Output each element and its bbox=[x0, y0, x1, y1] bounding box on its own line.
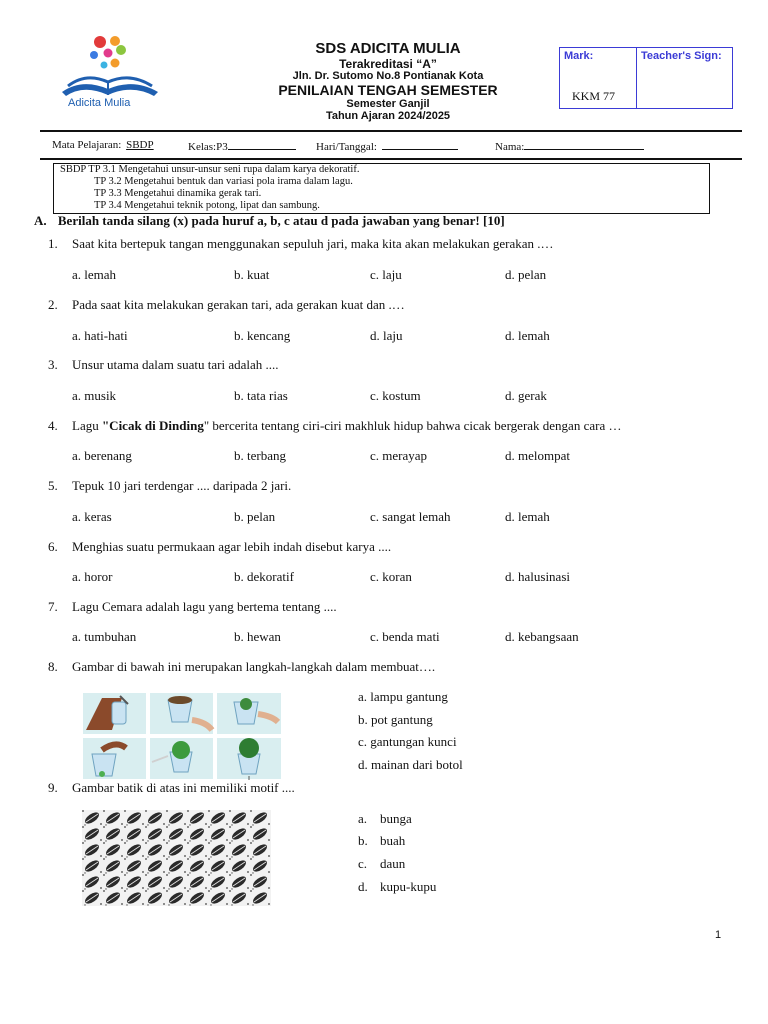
class-value: P3 bbox=[216, 141, 228, 153]
option-d[interactable]: kupu-kupu bbox=[380, 879, 437, 894]
option-d[interactable]: d. lemah bbox=[505, 328, 550, 343]
option-b[interactable]: b. kencang bbox=[234, 328, 291, 343]
option-a[interactable]: a. hati-hati bbox=[72, 328, 128, 343]
option-c[interactable]: c. koran bbox=[370, 569, 412, 584]
option-a[interactable]: a. tumbuhan bbox=[72, 629, 137, 644]
option-b[interactable]: b. kuat bbox=[234, 267, 270, 282]
page-number: 1 bbox=[715, 929, 722, 941]
semester: Semester Ganjil bbox=[346, 98, 430, 110]
option-a[interactable]: a. musik bbox=[72, 388, 117, 403]
date-blank[interactable] bbox=[382, 139, 458, 150]
question-number: 5. bbox=[48, 478, 58, 493]
question-text: Saat kita bertepuk tangan menggunakan sepuluh jari, maka kita akan melakukan gerakan .… bbox=[72, 236, 554, 251]
objective-item: TP 3.2 Mengetahui bentuk dan variasi pola irama dalam lagu. bbox=[94, 176, 353, 187]
option-d[interactable]: d. melompat bbox=[505, 448, 570, 463]
batik-pattern-image bbox=[82, 810, 271, 906]
option-b[interactable]: b. tata rias bbox=[234, 388, 288, 403]
name-field[interactable] bbox=[495, 139, 644, 153]
exam-title: PENILAIAN TENGAH SEMESTER bbox=[278, 82, 498, 98]
question-number: 2. bbox=[48, 297, 58, 312]
question-number: 9. bbox=[48, 780, 58, 795]
date-label: Hari/Tanggal: bbox=[316, 141, 377, 153]
class-label: Kelas: bbox=[188, 141, 217, 153]
option-d[interactable]: d. halusinasi bbox=[505, 569, 570, 584]
option-d-letter: d. bbox=[358, 879, 368, 894]
academic-year: Tahun Ajaran 2024/2025 bbox=[325, 110, 451, 122]
question-text: Gambar batik di atas ini memiliki motif .... bbox=[72, 780, 295, 795]
teacher-sign-label: Teacher's Sign: bbox=[641, 50, 722, 62]
question-number: 4. bbox=[48, 418, 58, 433]
section-letter: A. bbox=[34, 213, 47, 228]
question-number: 7. bbox=[48, 599, 58, 614]
name-blank[interactable] bbox=[524, 139, 644, 150]
subject-value: SBDP bbox=[126, 139, 154, 151]
class-blank[interactable] bbox=[228, 139, 296, 150]
objective-item: TP 3.4 Mengetahui teknik potong, lipat dan sambung. bbox=[94, 200, 320, 211]
option-d[interactable]: d. kebangsaan bbox=[505, 629, 579, 644]
song-title: "Cicak di Dinding bbox=[101, 418, 204, 433]
question-text: Menghias suatu permukaan agar lebih indah disebut karya .... bbox=[72, 539, 392, 554]
option-c[interactable]: c. kostum bbox=[370, 388, 421, 403]
objective-item: TP 3.3 Mengetahui dinamika gerak tari. bbox=[94, 188, 262, 199]
option-b[interactable]: b. dekoratif bbox=[234, 569, 294, 584]
option-d[interactable]: d. lemah bbox=[505, 509, 550, 524]
mark-label: Mark: bbox=[564, 50, 594, 62]
option-d[interactable]: d. pelan bbox=[505, 267, 547, 282]
bottle-craft-steps-image bbox=[82, 692, 282, 780]
question-number: 3. bbox=[48, 357, 58, 372]
option-b[interactable]: b. terbang bbox=[234, 448, 286, 463]
question-number: 6. bbox=[48, 539, 58, 554]
subject-field bbox=[52, 139, 154, 151]
question-number: 8. bbox=[48, 659, 58, 674]
option-b[interactable]: b. pelan bbox=[234, 509, 276, 524]
option-c[interactable]: c. merayap bbox=[370, 448, 428, 463]
question-number: 1. bbox=[48, 236, 58, 251]
option-a-letter: a. bbox=[358, 811, 368, 826]
question-text-post: " bercerita tentang ciri-ciri makhluk hidup bahwa cicak bergerak dengan cara … bbox=[203, 418, 622, 433]
option-c-letter: c. bbox=[358, 856, 368, 871]
option-d[interactable]: d. gerak bbox=[505, 388, 547, 403]
divider-bottom bbox=[40, 158, 742, 160]
question-text: Lagu Cemara adalah lagu yang bertema tentang .... bbox=[72, 599, 337, 614]
kkm-label: KKM 77 bbox=[572, 89, 616, 103]
option-d[interactable]: d. mainan dari botol bbox=[358, 757, 463, 772]
option-c[interactable]: c. gantungan kunci bbox=[358, 734, 457, 749]
accreditation: Terakreditasi “A” bbox=[339, 57, 437, 71]
divider-top bbox=[40, 130, 742, 132]
school-logo bbox=[58, 34, 162, 112]
school-name: SDS ADICITA MULIA bbox=[315, 40, 461, 57]
objective-item: SBDP TP 3.1 Mengetahui unsur-unsur seni rupa dalam karya dekoratif. bbox=[60, 164, 360, 175]
class-field[interactable] bbox=[188, 139, 296, 153]
option-b[interactable]: b. hewan bbox=[234, 629, 281, 644]
question-text: Tepuk 10 jari terdengar .... daripada 2 jari. bbox=[72, 478, 292, 493]
question-text-pre: Lagu bbox=[72, 418, 102, 433]
grade-box-divider bbox=[636, 47, 637, 109]
option-a[interactable]: a. keras bbox=[72, 509, 112, 524]
option-c[interactable]: c. sangat lemah bbox=[370, 509, 451, 524]
question-text: Gambar di bawah ini merupakan langkah-langkah dalam membuat…. bbox=[72, 659, 436, 674]
subject-label: Mata Pelajaran: bbox=[52, 139, 122, 151]
option-c[interactable]: c. laju bbox=[370, 267, 402, 282]
option-b[interactable]: b. pot gantung bbox=[358, 712, 433, 727]
section-a-instruction bbox=[34, 213, 505, 229]
option-a[interactable]: bunga bbox=[380, 811, 412, 826]
option-a[interactable]: a. horor bbox=[72, 569, 113, 584]
date-field[interactable] bbox=[316, 139, 458, 153]
school-address: Jln. Dr. Sutomo No.8 Pontianak Kota bbox=[292, 70, 484, 82]
option-a[interactable]: a. lemah bbox=[72, 267, 117, 282]
logo-text: Adicita Mulia bbox=[68, 97, 131, 109]
section-instruction-text: Berilah tanda silang (x) pada huruf a, b, c atau d pada jawaban yang benar! [10] bbox=[57, 213, 505, 228]
option-b[interactable]: buah bbox=[380, 833, 406, 848]
question-text bbox=[72, 418, 621, 434]
option-c[interactable]: c. benda mati bbox=[370, 629, 440, 644]
option-a[interactable]: a. lampu gantung bbox=[358, 689, 448, 704]
option-a[interactable]: a. berenang bbox=[72, 448, 132, 463]
question-text: Pada saat kita melakukan gerakan tari, ada gerakan kuat dan .… bbox=[72, 297, 405, 312]
option-c[interactable]: daun bbox=[380, 856, 406, 871]
question-text: Unsur utama dalam suatu tari adalah .... bbox=[72, 357, 279, 372]
option-c[interactable]: d. laju bbox=[370, 328, 403, 343]
option-b-letter: b. bbox=[358, 833, 368, 848]
name-label: Nama: bbox=[495, 141, 525, 153]
